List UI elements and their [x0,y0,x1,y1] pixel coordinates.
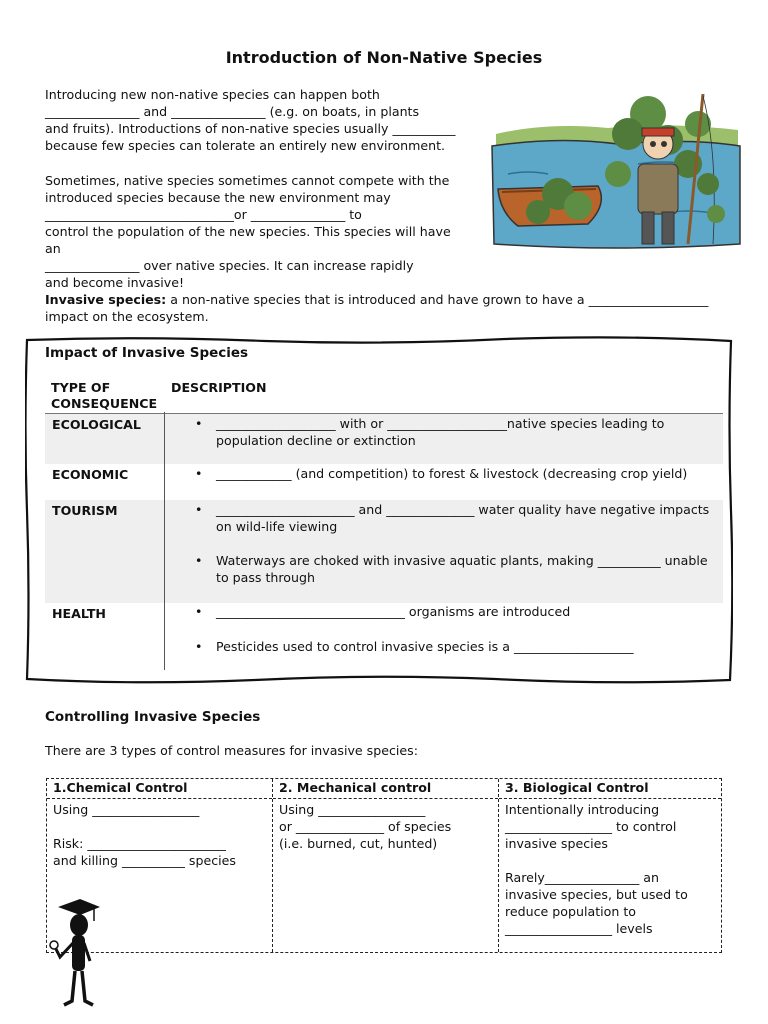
biological-control-column [499,779,721,952]
control-title: Controlling Invasive Species [45,709,261,725]
blank-line [505,852,715,869]
body-line: invasive species [505,836,608,851]
table-row [45,464,723,500]
graduate-figure-icon [48,895,102,1010]
bullet: • ______________________________ organisms are introduced [216,603,721,620]
definition-line-1 [45,291,735,308]
column-header: 2. Mechanical control [273,779,498,799]
body-line: and killing __________ species [53,853,236,868]
column-header-description: DESCRIPTION [171,380,267,395]
intro-line: control the population of the new species. This species will have an [45,224,451,256]
intro-line: Sometimes, native species sometimes cannot compete with the [45,173,450,188]
column-body [273,799,498,854]
body-line: Intentionally introducing [505,802,660,817]
page-title: Introduction of Non-Native Species [225,48,543,67]
mechanical-control-column [273,779,499,952]
row-label: HEALTH [52,606,106,621]
blank-line [53,818,266,835]
bullet: • ____________ (and competition) to forest & livestock (decreasing crop yield) [216,465,721,482]
bullet: • Pesticides used to control invasive species is a ___________________ [216,638,721,655]
body-line: Risk: ______________________ [53,836,226,851]
control-measures-table [46,778,722,953]
impact-section [25,336,733,684]
definition-text: a non-native species that is introduced and have grown to have a ___________________ [166,292,709,307]
intro-paragraph-1 [45,86,475,154]
body-line: _________________ levels [505,921,653,936]
body-line: Using _________________ [53,802,200,817]
invasive-weeds-illustration [488,94,744,254]
invasive-species-definition [45,291,735,325]
column-body [499,799,721,939]
column-body [47,799,272,871]
bullet: • Waterways are choked with invasive aquatic plants, making __________ unable to pass through [216,552,721,586]
column-header: 3. Biological Control [499,779,721,799]
impact-title: Impact of Invasive Species [45,345,249,361]
intro-line: introduced species because the new environment may [45,190,391,205]
body-line: Rarely_______________ an [505,870,659,885]
table-row [45,603,723,669]
body-line: invasive species, but used to [505,887,688,902]
column-header-type: TYPE OF CONSEQUENCE [51,380,158,411]
body-line: (i.e. burned, cut, hunted) [279,836,438,851]
body-line: _________________ to control [505,819,677,834]
header-divider [45,413,723,414]
intro-line: because few species can tolerate an entirely new environment. [45,138,446,153]
row-label: ECONOMIC [52,467,129,482]
column-header: 1.Chemical Control [47,779,272,799]
intro-line: Introducing new non-native species can happen both [45,87,380,102]
definition-term: Invasive species: [45,292,167,307]
intro-line: ______________________________or _______________ to [45,207,362,222]
body-line: reduce population to [505,904,636,919]
bullet: • ___________________ with or ___________________native species leading to population decline or extinction [216,415,721,449]
row-label: TOURISM [52,503,118,518]
intro-line: and become invasive! [45,275,185,290]
intro-line: _______________ and _______________ (e.g. on boats, in plants [45,104,420,119]
intro-paragraph-2 [45,172,465,291]
intro-line: _______________ over native species. It can increase rapidly [45,258,414,273]
table-row [45,414,723,464]
intro-line: and fruits). Introductions of non-native species usually __________ [45,121,456,136]
body-line: or ______________ of species [279,819,452,834]
column-divider [164,412,165,670]
row-label: ECOLOGICAL [52,417,141,432]
table-row [45,500,723,603]
bullet: • ______________________ and ______________ water quality have negative impacts on wild-life viewing [216,501,721,535]
body-line: Using _________________ [279,802,426,817]
control-intro: There are 3 types of control measures for invasive species: [45,743,418,758]
definition-line-2: impact on the ecosystem. [45,309,209,324]
